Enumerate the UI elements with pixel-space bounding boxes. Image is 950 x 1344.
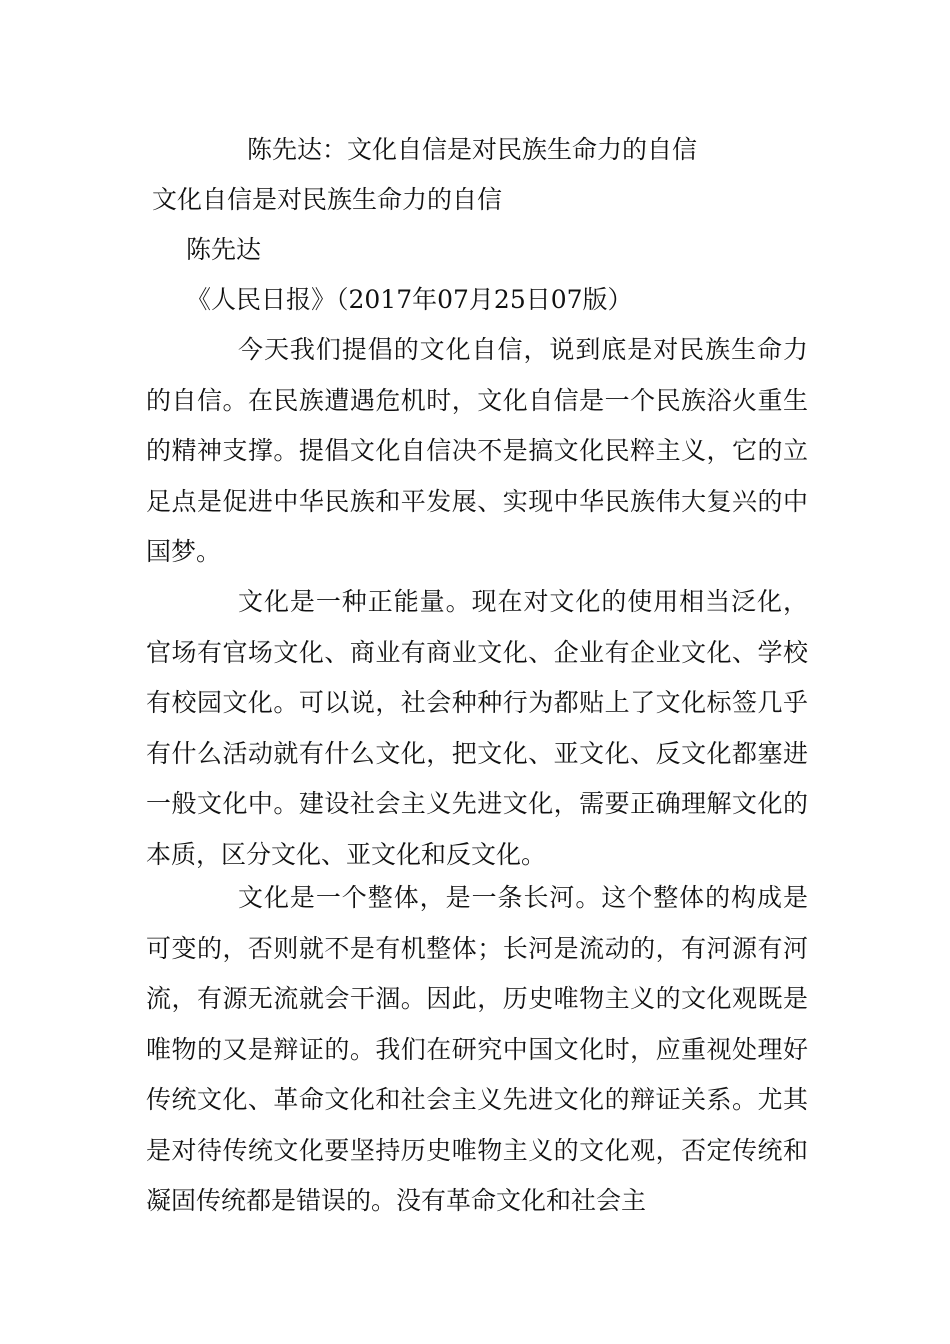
main-title: 陈先达：文化自信是对民族生命力的自信 bbox=[247, 135, 698, 164]
source-line: 《人民日报》（2017年07月25日07版） bbox=[186, 285, 633, 314]
body-paragraph-1: 今天我们提倡的文化自信，说到底是对民族生命力的自信。在民族遭遇危机时，文化自信是一个民族浴火重生的精神支撑。提倡文化自信决不是搞文化民粹主义，它的立足点是促进中华民族和平发展、实现中华民族伟大复兴的中国梦。 bbox=[146, 335, 808, 566]
body-paragraph-3: 文化是一个整体，是一条长河。这个整体的构成是可变的，否则就不是有机整体；长河是流动的，有河源有河流，有源无流就会干涸。因此，历史唯物主义的文化观既是唯物的又是辩证的。我们在研究中国文化时，应重视处理好传统文化、革命文化和社会主义先进文化的辩证关系。尤其是对待传统文化要坚持历史唯物主义的文化观，否定传统和凝固传统都是错误的。没有革命文化和社会主 bbox=[146, 883, 808, 1215]
body-paragraph-2: 文化是一种正能量。现在对文化的使用相当泛化，官场有官场文化、商业有商业文化、企业有企业文化、学校有校园文化。可以说，社会种种行为都贴上了文化标签几乎有什么活动就有什么文化，把文化、亚文化、反文化都塞进一般文化中。建设社会主义先进文化，需要正确理解文化的本质，区分文化、亚文化和反文化。 bbox=[146, 587, 808, 869]
author-name: 陈先达 bbox=[186, 235, 262, 264]
subtitle: 文化自信是对民族生命力的自信 bbox=[152, 185, 503, 214]
